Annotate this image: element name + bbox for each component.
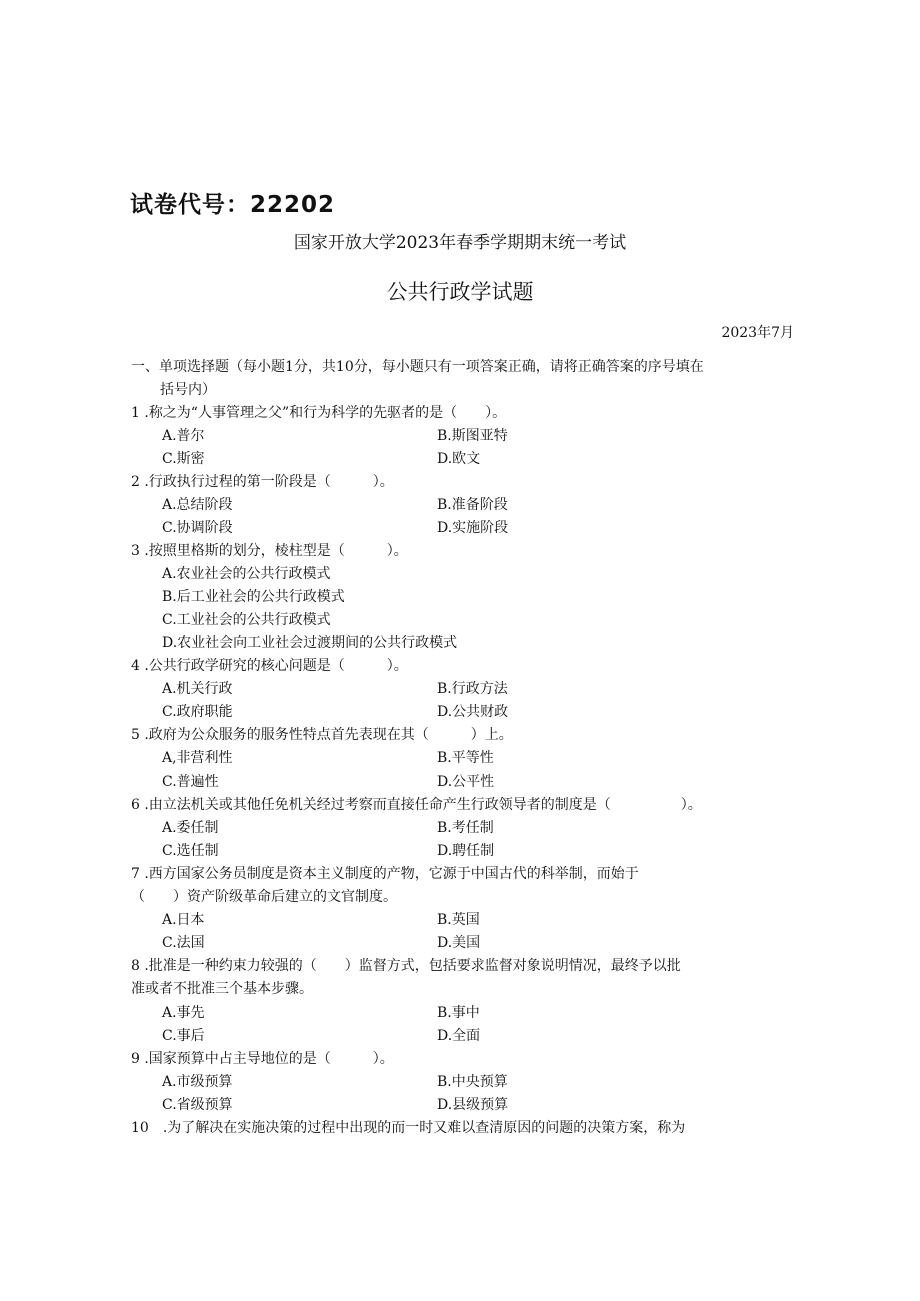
option-d: D.美国 [437,935,481,951]
option-c: C.普遍性 [162,774,219,790]
option-d: D.聘任制 [437,843,495,859]
option-b: B.行政方法 [437,681,508,697]
option-d: D.欧文 [437,451,481,467]
section-heading-cont: 括号内） [160,382,216,398]
option-c: C.事后 [162,1028,205,1044]
question-stem-cont: （ ）资产阶级革命后建立的文官制度。 [131,889,397,905]
question-stem-cont: 准或者不批准三个基本步骤。 [131,981,313,997]
question-stem: 5 .政府为公众服务的服务性特点首先表现在其（ ）上。 [131,727,513,743]
option-a: A.机关行政 [162,681,233,697]
option-b: B.平等性 [437,750,494,766]
option-b: B.事中 [437,1005,480,1021]
option-d: D.公平性 [437,774,495,790]
option-a: A,非营利性 [162,750,233,766]
option-a: A.日本 [162,912,205,928]
option-c: C.省级预算 [162,1097,233,1113]
option-a: A.农业社会的公共行政模式 [162,566,331,582]
question-stem: 9 .国家预算中占主导地位的是（ ）。 [131,1051,394,1067]
question-stem: 4 .公共行政学研究的核心问题是（ ）。 [131,658,408,674]
section-heading: 一、单项选择题（每小题1分，共10分，每小题只有一项答案正确，请将正确答案的序号填在 [131,359,704,375]
option-a: A.普尔 [162,428,205,444]
question-stem: 3 .按照里格斯的划分，棱柱型是（ ）。 [131,543,408,559]
option-b: B.考任制 [437,820,494,836]
option-d: D.全面 [437,1028,481,1044]
question-stem: 6 .由立法机关或其他任免机关经过考察而直接任命产生行政领导者的制度是（ ）。 [131,797,702,813]
question-stem: 7 .西方国家公务员制度是资本主义制度的产物，它源于中国古代的科举制，而始于 [131,866,639,882]
option-d: D.县级预算 [437,1097,509,1113]
option-d: D.实施阶段 [437,520,509,536]
option-a: A.委任制 [162,820,219,836]
option-c: C.选任制 [162,843,219,859]
option-b: B.准备阶段 [437,497,508,513]
option-b: B.斯图亚特 [437,428,508,444]
option-b: B.英国 [437,912,480,928]
option-b: B.后工业社会的公共行政模式 [162,589,345,605]
question-stem: 8 .批准是一种约束力较强的（ ）监督方式，包括要求监督对象说明情况，最终予以批 [131,958,681,974]
option-d: D.公共财政 [437,704,509,720]
page-title: 公共行政学试题 [386,280,534,304]
option-c: C.法国 [162,935,205,951]
option-c: C.政府职能 [162,704,233,720]
question-stem: 10 .为了解决在实施决策的过程中出现的而一时又难以查清原因的问题的决策方案，称为 [131,1120,686,1136]
paper-code: 试卷代号：22202 [130,192,336,218]
option-d: D.农业社会向工业社会过渡期间的公共行政模式 [162,635,458,651]
exam-name: 国家开放大学2023年春季学期期末统一考试 [293,233,627,253]
option-c: C.协调阶段 [162,520,233,536]
question-stem: 1 .称之为“人事管理之父”和行为科学的先驱者的是（ ）。 [131,405,507,421]
option-c: C.斯密 [162,451,205,467]
option-a: A.市级预算 [162,1074,233,1090]
exam-date: 2023年7月 [721,325,794,341]
option-b: B.中央预算 [437,1074,508,1090]
option-a: A.总结阶段 [162,497,233,513]
option-a: A.事先 [162,1005,205,1021]
question-stem: 2 .行政执行过程的第一阶段是（ ）。 [131,474,394,490]
option-c: C.工业社会的公共行政模式 [162,612,331,628]
